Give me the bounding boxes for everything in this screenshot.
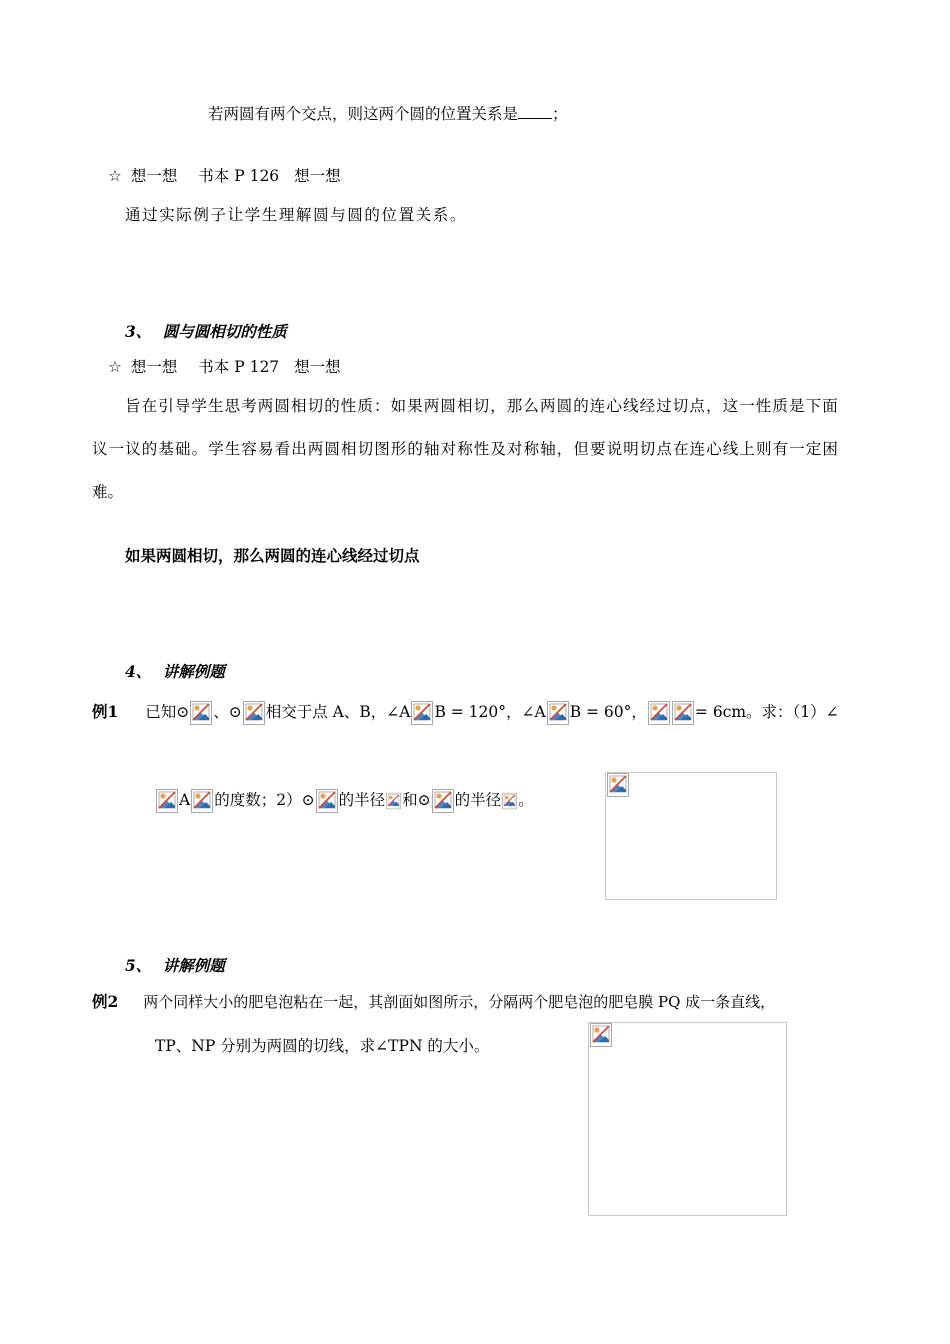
broken-image-icon bbox=[190, 701, 212, 725]
example-1-line-2 bbox=[155, 786, 534, 814]
section-number: 3、 bbox=[125, 322, 152, 341]
think-line-1 bbox=[108, 166, 341, 186]
example-text: B = 60°， bbox=[569, 703, 647, 721]
section-3-heading bbox=[125, 320, 287, 342]
broken-image-icon bbox=[243, 701, 265, 725]
example-text: 。 bbox=[518, 791, 534, 809]
think-label: 想一想 bbox=[130, 358, 178, 376]
broken-image-icon bbox=[432, 789, 454, 813]
book-reference: 书本 P 126 bbox=[198, 167, 280, 185]
tangent-paragraph-line: 难。 bbox=[92, 483, 124, 501]
example-1-line-1 bbox=[92, 698, 839, 726]
example-text: = 6cm。求：（1）∠ bbox=[694, 703, 839, 721]
intersect-question-text: 若两圆有两个交点，则这两个圆的位置关系是 bbox=[208, 105, 519, 123]
think-line-2 bbox=[108, 357, 341, 377]
think-label: 想一想 bbox=[294, 358, 341, 376]
star-icon: ☆ bbox=[108, 358, 122, 376]
answer-blank bbox=[518, 104, 552, 119]
section-title: 讲解例题 bbox=[162, 956, 225, 975]
example-1-figure bbox=[605, 772, 777, 900]
example-label: 例1 bbox=[92, 702, 119, 721]
broken-image-icon bbox=[386, 789, 401, 813]
tangent-paragraph-line: 旨在引导学生思考两圆相切的性质：如果两圆相切，那么两圆的连心线经过切点，这一性质是下面 bbox=[125, 397, 839, 415]
example-text: 已知⊙ bbox=[145, 703, 190, 721]
broken-image-icon bbox=[156, 789, 178, 813]
broken-image-icon bbox=[502, 789, 517, 813]
section-title: 讲解例题 bbox=[162, 662, 225, 681]
example-text: 的半径 bbox=[338, 791, 386, 809]
broken-image-icon bbox=[191, 789, 213, 813]
example-text: 的半径 bbox=[454, 791, 502, 809]
think-label: 想一想 bbox=[130, 167, 178, 185]
star-icon: ☆ bbox=[108, 167, 122, 185]
example-text: A bbox=[179, 791, 191, 809]
section-number: 4、 bbox=[125, 662, 152, 681]
broken-image-icon bbox=[672, 701, 694, 725]
example-2-figure bbox=[588, 1022, 787, 1216]
example-text: 的度数；2）⊙ bbox=[214, 791, 315, 809]
example-text: B = 120°，∠A bbox=[434, 703, 546, 721]
example-text: 和⊙ bbox=[402, 791, 431, 809]
think-1-description: 通过实际例子让学生理解圆与圆的位置关系。 bbox=[125, 206, 468, 224]
section-5-heading bbox=[125, 954, 225, 976]
section-4-heading bbox=[125, 660, 225, 682]
example-2-line-2: TP、NP 分别为两圆的切线，求∠TPN 的大小。 bbox=[155, 1037, 490, 1055]
example-2-line-1 bbox=[92, 992, 775, 1012]
example-label: 例2 bbox=[92, 992, 119, 1011]
broken-image-icon bbox=[316, 789, 338, 813]
tangent-paragraph-line: 议一议的基础。学生容易看出两圆相切图形的轴对称性及对称轴，但要说明切点在连心线上则有一定困 bbox=[92, 440, 840, 458]
theorem-statement: 如果两圆相切，那么两圆的连心线经过切点 bbox=[125, 546, 420, 565]
intersect-question bbox=[208, 104, 568, 124]
section-title: 圆与圆相切的性质 bbox=[162, 322, 287, 341]
example-text: 、⊙ bbox=[213, 703, 242, 721]
book-reference: 书本 P 127 bbox=[198, 358, 280, 376]
broken-image-icon bbox=[607, 773, 629, 797]
broken-image-icon bbox=[590, 1023, 612, 1047]
example-text: 两个同样大小的肥皂泡粘在一起，其剖面如图所示，分隔两个肥皂泡的肥皂膜 PQ 成一条直线， bbox=[143, 993, 776, 1011]
broken-image-icon bbox=[411, 701, 433, 725]
section-number: 5、 bbox=[125, 956, 152, 975]
broken-image-icon bbox=[547, 701, 569, 725]
think-label: 想一想 bbox=[294, 167, 341, 185]
broken-image-icon bbox=[648, 701, 670, 725]
intersect-question-end: ； bbox=[552, 105, 568, 123]
example-text: 相交于点 A、B，∠A bbox=[265, 703, 411, 721]
